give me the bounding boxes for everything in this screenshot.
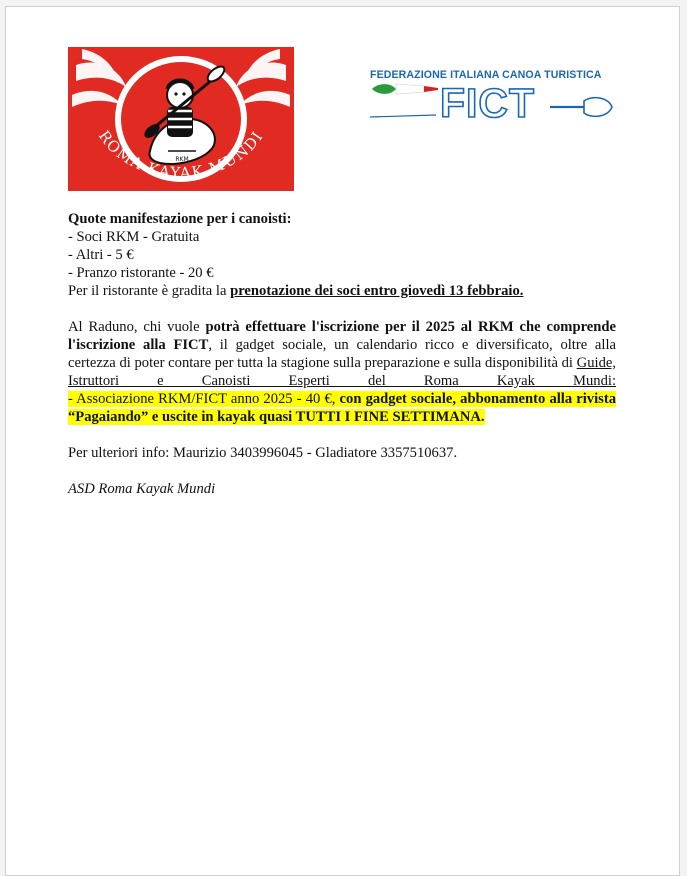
- membership-benefits: con gadget sociale, abbonamento alla rivista “Pagaiando” e uscite in kayak quasi TUTTI I FINE SETTIMANA.: [68, 391, 616, 425]
- rkm-emblem-icon: [68, 47, 294, 191]
- document-body: [68, 210, 616, 498]
- contact-info: Per ulteriori info: Maurizio 3403996045 - Gladiatore 3357510637.: [68, 445, 458, 461]
- fict-title: FEDERAZIONE ITALIANA CANOA TURISTICA: [370, 69, 602, 81]
- fee-item-lunch: - Pranzo ristorante - 20 €: [68, 265, 214, 281]
- restaurant-deadline: prenotazione dei soci entro giovedì 13 febbraio.: [230, 283, 524, 299]
- rkm-logo-text: ROMA KAYAK MUNDI: [94, 127, 268, 182]
- membership-offer: [68, 390, 616, 426]
- registration-bold: potrà effettuare l'iscrizione per il 2025 al RKM che comprende l'iscrizione alla FICT: [68, 319, 616, 353]
- rkm-logo: [68, 47, 294, 191]
- restaurant-note-text: Per il ristorante è gradita la: [68, 283, 231, 299]
- fict-logo: [366, 51, 616, 129]
- fee-item-others: - Altri - 5 €: [68, 247, 134, 263]
- membership-price: - Associazione RKM/FICT anno 2025 - 40 €,: [68, 391, 340, 407]
- fee-item-members: - Soci RKM - Gratuita: [68, 229, 200, 245]
- registration-details: , il gadget sociale, un calendario ricco e diversificato, oltre alla certezza di poter contare per tutta la stagione sulla preparazione e sulla disponibilità di: [68, 337, 616, 371]
- registration-intro: Al Raduno, chi vuole: [68, 319, 206, 335]
- rkm-badge-text: RKM: [175, 156, 189, 163]
- fees-heading: Quote manifestazione per i canoisti:: [68, 211, 292, 227]
- signature: ASD Roma Kayak Mundi: [68, 481, 216, 497]
- registration-paragraph: [68, 318, 616, 390]
- fict-wordmark: FICT: [440, 80, 536, 126]
- restaurant-note: [68, 282, 616, 300]
- registration-guides: Guide, Istruttori e Canoisti Esperti del Roma Kayak Mundi:: [68, 355, 616, 389]
